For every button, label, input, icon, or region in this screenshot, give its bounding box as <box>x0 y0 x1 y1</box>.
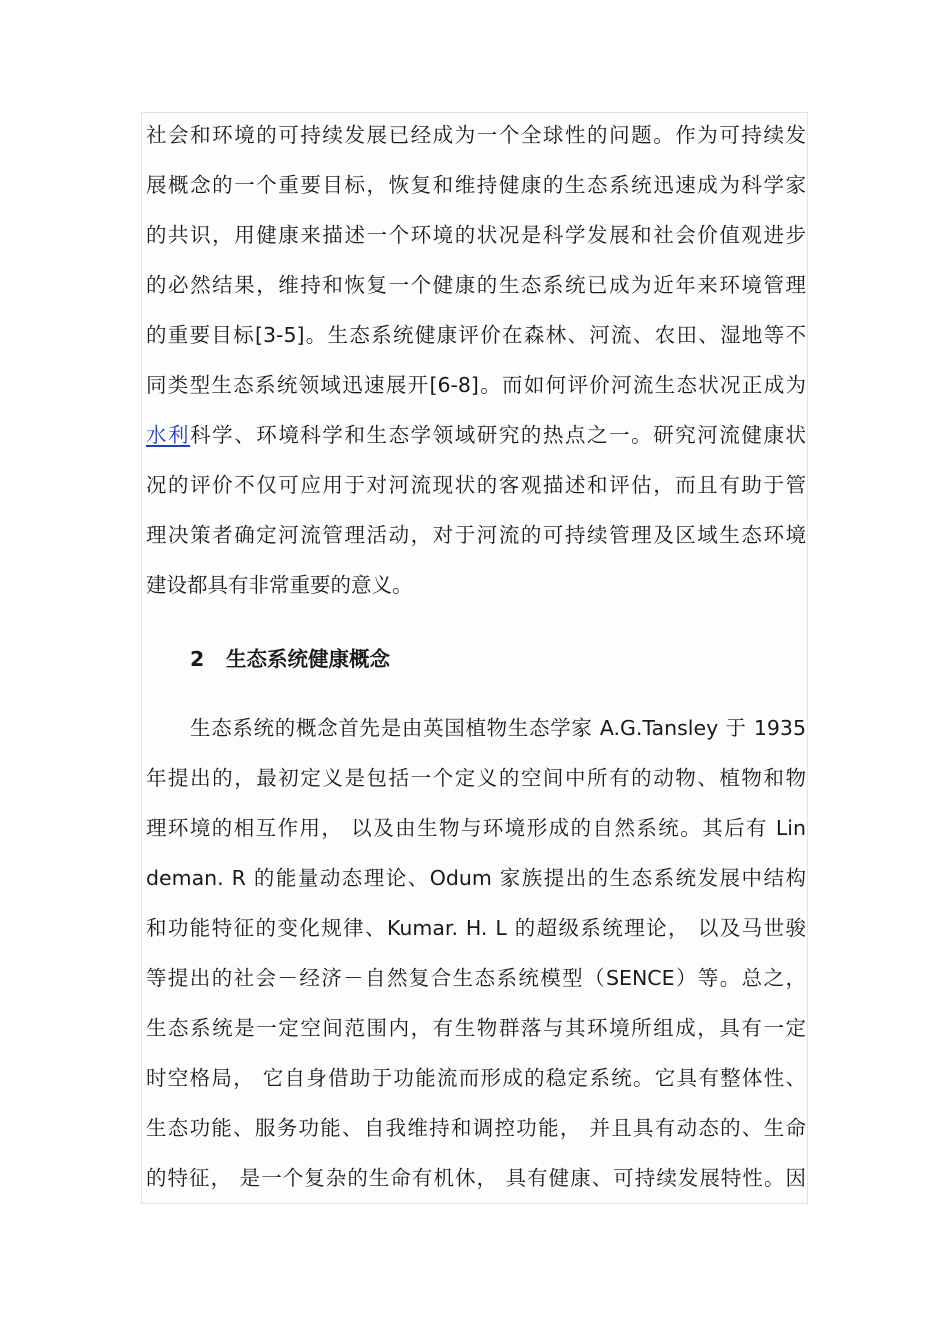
paragraph-line: 社会和环境的可持续发展已经成为一个全球性的问题。作为可持续发 <box>146 123 806 147</box>
paragraph-line: 年提出的，最初定义是包括一个定义的空间中所有的动物、植物和物 <box>146 766 806 790</box>
paragraph-line: 的重要目标[3-5]。生态系统健康评价在森林、河流、农田、湿地等不 <box>146 323 806 347</box>
paragraph-line: 和功能特征的变化规律、Kumar. H. L 的超级系统理论， 以及马世骏 <box>146 916 806 940</box>
paragraph-line: 展概念的一个重要目标，恢复和维持健康的生态系统迅速成为科学家 <box>146 173 806 197</box>
paragraph-line-rest: 科学、环境科学和生态学领域研究的热点之一。研究河流健康状 <box>190 423 807 447</box>
paragraph-line: 的必然结果，维持和恢复一个健康的生态系统已成为近年来环境管理 <box>146 273 806 297</box>
paragraph-line: 理环境的相互作用， 以及由生物与环境形成的自然系统。其后有 Lin <box>146 816 806 840</box>
paragraph-line: 的特征， 是一个复杂的生命有机休， 具有健康、可持续发展特性。因 <box>146 1166 806 1190</box>
document-page <box>141 112 808 1204</box>
paragraph-line: 生态系统是一定空间范围内，有生物群落与其环境所组成，具有一定 <box>146 1016 806 1040</box>
link-shuili[interactable]: 水利 <box>146 423 191 447</box>
paragraph-line: 同类型生态系统领域迅速展开[6-8]。而如何评价河流生态状况正成为 <box>146 373 806 397</box>
paragraph-line: 理决策者确定河流管理活动，对于河流的可持续管理及区域生态环境 <box>146 523 806 547</box>
paragraph-line: 的共识，用健康来描述一个环境的状况是科学发展和社会价值观进步 <box>146 223 806 247</box>
paragraph-line: 生态功能、服务功能、自我维持和调控功能， 并且具有动态的、生命 <box>146 1116 806 1140</box>
paragraph-line: 建设都具有非常重要的意义。 <box>146 573 413 597</box>
paragraph-line: 等提出的社会－经济－自然复合生态系统模型（SENCE）等。总之， <box>146 966 806 990</box>
paragraph-line: 时空格局， 它自身借助于功能流而形成的稳定系统。它具有整体性、 <box>146 1066 806 1090</box>
section-number: 2 <box>190 647 205 671</box>
section-title: 生态系统健康概念 <box>226 647 390 671</box>
paragraph-line: 况的评价不仅可应用于对河流现状的客观描述和评估，而且有助于管 <box>146 473 806 497</box>
section-heading <box>190 644 390 674</box>
paragraph-line: deman. R 的能量动态理论、Odum 家族提出的生态系统发展中结构 <box>146 866 806 890</box>
paragraph-line: 生态系统的概念首先是由英国植物生态学家 A.G.Tansley 于 1935 <box>190 716 806 740</box>
paragraph-line-with-link <box>146 420 806 450</box>
